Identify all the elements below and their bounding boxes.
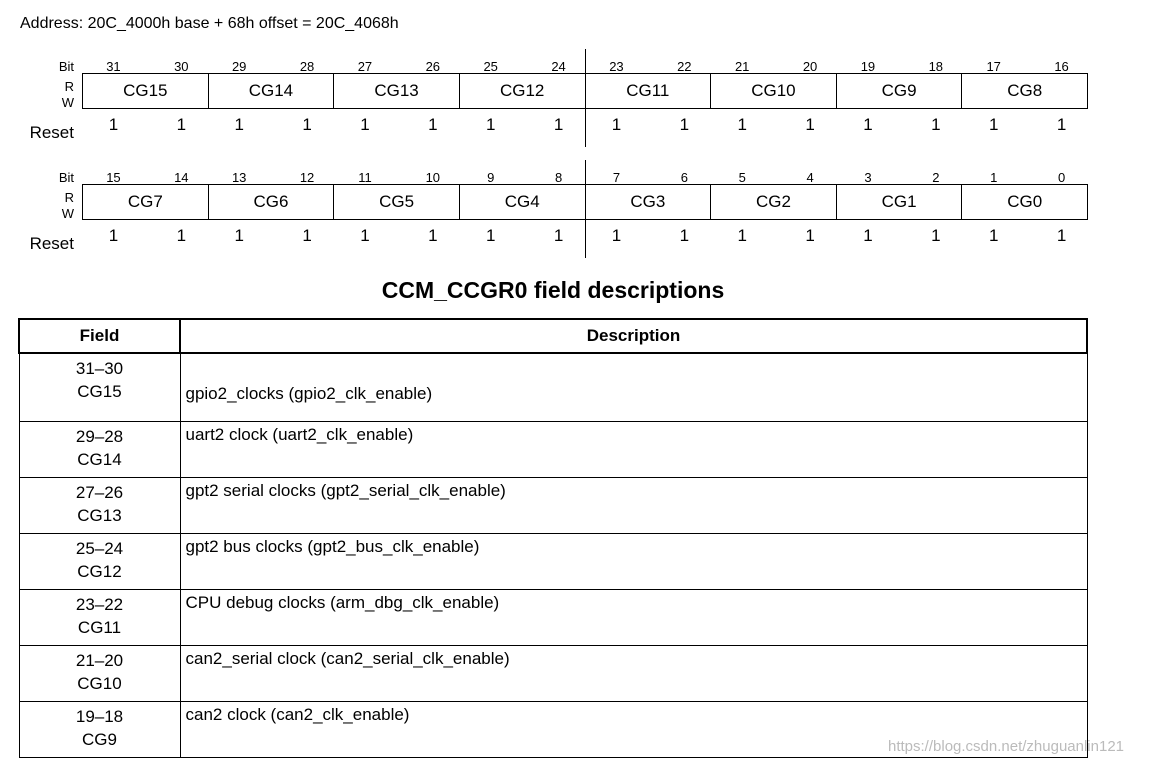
bit-number: 26 bbox=[425, 59, 441, 74]
bit-number: 18 bbox=[928, 59, 944, 74]
reset-value: 1 bbox=[863, 115, 873, 134]
reset-value: 1 bbox=[302, 115, 312, 134]
bit-number: 9 bbox=[487, 170, 495, 185]
reset-value: 1 bbox=[485, 115, 496, 134]
reset-label: Reset bbox=[29, 123, 74, 142]
bit-number: 17 bbox=[986, 59, 1001, 74]
field-name: CG15 bbox=[77, 382, 122, 401]
reset-value: 1 bbox=[611, 226, 622, 245]
bit-number: 11 bbox=[358, 170, 372, 185]
reset-value: 1 bbox=[234, 226, 244, 245]
bit-number: 23 bbox=[609, 59, 624, 74]
field-name: CG12 bbox=[77, 561, 122, 581]
bit-label: Bit bbox=[58, 59, 74, 74]
register-diagram bbox=[0, 59, 1100, 154]
reset-value: 1 bbox=[863, 226, 873, 245]
field-name: CG13 bbox=[77, 505, 122, 525]
field-name: CG10 bbox=[77, 673, 122, 693]
description-cell: gpt2 serial clocks (gpt2_serial_clk_enable) bbox=[180, 477, 1087, 533]
table-row bbox=[19, 645, 1087, 701]
bit-number: 12 bbox=[299, 170, 315, 185]
field-bits: 21–20 bbox=[75, 650, 124, 670]
reset-value: 1 bbox=[988, 115, 999, 134]
reset-value: 1 bbox=[485, 226, 496, 245]
field-bits: 27–26 bbox=[75, 482, 124, 502]
bit-number: 27 bbox=[357, 59, 373, 74]
reset-value: 1 bbox=[611, 115, 622, 134]
bit-number: 15 bbox=[106, 170, 121, 185]
reset-value: 1 bbox=[553, 226, 564, 245]
reset-value: 1 bbox=[1056, 226, 1067, 245]
register-field: CG14 bbox=[209, 74, 335, 108]
header-field: Field bbox=[19, 319, 180, 353]
reset-value: 1 bbox=[679, 115, 690, 134]
reset-value: 1 bbox=[1056, 115, 1067, 134]
field-name: CG14 bbox=[77, 449, 122, 469]
field-cell bbox=[19, 421, 180, 477]
reset-value: 1 bbox=[805, 115, 815, 134]
field-bits: 23–22 bbox=[75, 594, 124, 614]
reset-value: 1 bbox=[108, 115, 119, 134]
bit-number: 16 bbox=[1054, 59, 1069, 74]
field-cell bbox=[19, 533, 180, 589]
bit-number: 8 bbox=[554, 170, 563, 185]
bit-number: 2 bbox=[932, 170, 940, 185]
bit-number: 29 bbox=[231, 59, 247, 74]
table-title: CCM_CCGR0 field descriptions bbox=[381, 277, 725, 303]
header-description: Description bbox=[180, 319, 1087, 353]
description-cell: gpt2 bus clocks (gpt2_bus_clk_enable) bbox=[180, 533, 1087, 589]
write-label: W bbox=[61, 95, 74, 110]
reset-value: 1 bbox=[428, 226, 438, 245]
bit-number: 20 bbox=[802, 59, 818, 74]
description-cell: uart2 clock (uart2_clk_enable) bbox=[180, 421, 1087, 477]
register-diagram bbox=[0, 170, 1100, 265]
table-row bbox=[19, 421, 1087, 477]
register-field: CG1 bbox=[837, 185, 963, 219]
field-name: CG11 bbox=[77, 617, 122, 637]
field-cell bbox=[19, 353, 180, 421]
register-field: CG15 bbox=[83, 74, 209, 108]
half-divider bbox=[585, 49, 586, 147]
reset-value: 1 bbox=[988, 226, 999, 245]
field-cell bbox=[19, 477, 180, 533]
reset-value: 1 bbox=[737, 226, 747, 245]
bit-number: 7 bbox=[612, 170, 621, 185]
bit-number: 24 bbox=[551, 59, 566, 74]
table-row bbox=[19, 477, 1087, 533]
bit-number: 1 bbox=[990, 170, 998, 185]
field-cell bbox=[19, 589, 180, 645]
field-bits: 19–18 bbox=[75, 706, 124, 726]
field-name: CG9 bbox=[82, 729, 117, 749]
register-field: CG13 bbox=[334, 74, 460, 108]
field-cell bbox=[19, 701, 180, 757]
bit-number: 19 bbox=[860, 59, 876, 74]
reset-value: 1 bbox=[108, 226, 119, 245]
read-label: R bbox=[64, 79, 74, 94]
description-cell: can2 clock (can2_clk_enable) bbox=[180, 701, 1087, 757]
bit-number: 21 bbox=[734, 59, 750, 74]
half-divider bbox=[585, 160, 586, 258]
reset-label: Reset bbox=[29, 234, 74, 253]
bit-number: 28 bbox=[299, 59, 315, 74]
register-field: CG11 bbox=[586, 74, 712, 108]
bit-number: 14 bbox=[174, 170, 189, 185]
register-field: CG0 bbox=[1007, 192, 1043, 211]
field-bits: 29–28 bbox=[75, 426, 124, 446]
register-field: CG4 bbox=[460, 185, 586, 219]
description-cell: gpio2_clocks (gpio2_clk_enable) bbox=[180, 353, 1087, 421]
bit-number: 4 bbox=[806, 170, 814, 185]
bit-number: 22 bbox=[677, 59, 692, 74]
table-row bbox=[19, 533, 1087, 589]
register-field: CG2 bbox=[711, 185, 837, 219]
bit-label: Bit bbox=[58, 170, 74, 185]
field-bits: 25–24 bbox=[75, 538, 124, 558]
bit-number: 3 bbox=[864, 170, 872, 185]
field-descriptions-table bbox=[18, 318, 1088, 758]
register-field: CG3 bbox=[586, 185, 712, 219]
register-field: CG8 bbox=[1007, 81, 1043, 100]
reset-value: 1 bbox=[805, 226, 815, 245]
read-label: R bbox=[64, 190, 74, 205]
bit-number: 31 bbox=[106, 59, 121, 74]
reset-value: 1 bbox=[176, 226, 187, 245]
description-cell: can2_serial clock (can2_serial_clk_enable) bbox=[180, 645, 1087, 701]
write-label: W bbox=[61, 206, 74, 221]
field-bits: 31–30 bbox=[75, 359, 124, 378]
register-address: Address: 20C_4000h base + 68h offset = 20C_4068h bbox=[20, 15, 399, 32]
reset-value: 1 bbox=[931, 226, 941, 245]
bit-number: 5 bbox=[738, 170, 746, 185]
register-field: CG9 bbox=[837, 74, 963, 108]
bit-number: 6 bbox=[680, 170, 688, 185]
bit-number: 13 bbox=[231, 170, 247, 185]
reset-value: 1 bbox=[360, 115, 370, 134]
reset-value: 1 bbox=[679, 226, 690, 245]
reset-value: 1 bbox=[360, 226, 370, 245]
register-field: CG10 bbox=[711, 74, 837, 108]
reset-value: 1 bbox=[737, 115, 747, 134]
description-cell: CPU debug clocks (arm_dbg_clk_enable) bbox=[180, 589, 1087, 645]
reset-value: 1 bbox=[176, 115, 187, 134]
table-row bbox=[19, 353, 1087, 421]
bit-number: 30 bbox=[174, 59, 189, 74]
bit-number: 25 bbox=[483, 59, 498, 74]
reset-value: 1 bbox=[302, 226, 312, 245]
reset-value: 1 bbox=[553, 115, 564, 134]
table-row bbox=[19, 589, 1087, 645]
register-field: CG5 bbox=[334, 185, 460, 219]
reset-value: 1 bbox=[428, 115, 438, 134]
bit-number: 10 bbox=[425, 170, 441, 185]
reset-value: 1 bbox=[931, 115, 941, 134]
bit-number: 0 bbox=[1057, 170, 1066, 185]
register-field: CG12 bbox=[460, 74, 586, 108]
reset-value: 1 bbox=[234, 115, 244, 134]
register-field: CG6 bbox=[209, 185, 335, 219]
watermark: https://blog.csdn.net/zhuguanlin121 bbox=[888, 738, 1125, 755]
field-cell bbox=[19, 645, 180, 701]
register-field: CG7 bbox=[83, 185, 209, 219]
